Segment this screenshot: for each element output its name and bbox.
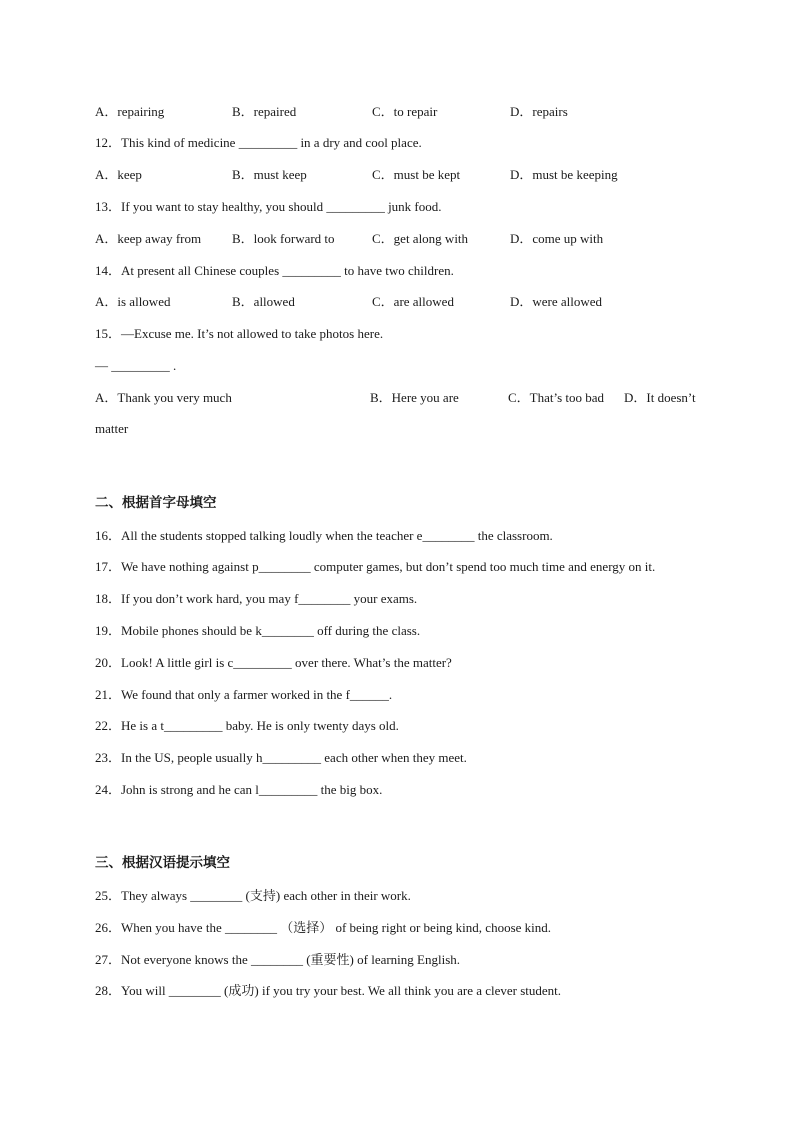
section-3-title: 三、根据汉语提示填空 bbox=[95, 855, 230, 871]
list-item: 25．They always ________ (支持) each other in their work. bbox=[95, 888, 411, 903]
list-item: 16．All the students stopped talking loudly when the teacher e________ the classroom. bbox=[95, 528, 553, 543]
q13-option-d: D．come up with bbox=[510, 231, 604, 246]
q11-option-c: C．to repair bbox=[372, 104, 438, 119]
q14-stem: 14．At present all Chinese couples _________ to have two children. bbox=[95, 263, 454, 278]
list-item: 21．We found that only a farmer worked in the f______. bbox=[95, 687, 393, 702]
section-2-title: 二、根据首字母填空 bbox=[95, 495, 217, 511]
list-item: 18．If you don’t work hard, you may f________ your exams. bbox=[95, 591, 418, 606]
q13-option-b: B．look forward to bbox=[232, 231, 335, 246]
list-item: 28．You will ________ (成功) if you try your best. We all think you are a clever student. bbox=[95, 983, 562, 998]
q15-stem: 15．—Excuse me. It’s not allowed to take photos here. bbox=[95, 326, 384, 341]
q12-option-a: A．keep bbox=[95, 167, 142, 182]
q13-option-a: A．keep away from bbox=[95, 231, 202, 246]
q11-option-b: B．repaired bbox=[232, 104, 297, 119]
q12-stem: 12．This kind of medicine _________ in a dry and cool place. bbox=[95, 135, 422, 150]
q15-option-b: B．Here you are bbox=[370, 390, 459, 405]
list-item: 19．Mobile phones should be k________ off during the class. bbox=[95, 623, 421, 638]
list-item: 17．We have nothing against p________ computer games, but don’t spend too much time and energy on it. bbox=[95, 559, 656, 574]
q12-option-b: B．must keep bbox=[232, 167, 307, 182]
q15-option-c: C．That’s too bad bbox=[508, 390, 605, 405]
q15-option-a: A．Thank you very much bbox=[95, 390, 232, 405]
q14-option-b: B．allowed bbox=[232, 294, 295, 309]
q13-option-c: C．get along with bbox=[372, 231, 469, 246]
q15-option-d: D．It doesn’t bbox=[624, 390, 696, 405]
q12-option-d: D．must be keeping bbox=[510, 167, 618, 182]
q12-option-c: C．must be kept bbox=[372, 167, 461, 182]
q11-option-d: D．repairs bbox=[510, 104, 568, 119]
q15-reply: — _________ . bbox=[95, 358, 177, 373]
q14-option-a: A．is allowed bbox=[95, 294, 171, 309]
list-item: 24．John is strong and he can l_________ the big box. bbox=[95, 782, 383, 797]
q14-option-d: D．were allowed bbox=[510, 294, 603, 309]
list-item: 27．Not everyone knows the ________ (重要性) of learning English. bbox=[95, 952, 461, 967]
list-item: 26．When you have the ________ （选择） of being right or being kind, choose kind. bbox=[95, 920, 552, 935]
q13-stem: 13．If you want to stay healthy, you should _________ junk food. bbox=[95, 199, 442, 214]
list-item: 20．Look! A little girl is c_________ over there. What’s the matter? bbox=[95, 655, 452, 670]
q15-option-d-wrap: matter bbox=[95, 421, 129, 436]
q11-option-a: A．repairing bbox=[95, 104, 165, 119]
q14-option-c: C．are allowed bbox=[372, 294, 454, 309]
list-item: 23．In the US, people usually h_________ each other when they meet. bbox=[95, 750, 467, 765]
list-item: 22．He is a t_________ baby. He is only twenty days old. bbox=[95, 718, 399, 733]
